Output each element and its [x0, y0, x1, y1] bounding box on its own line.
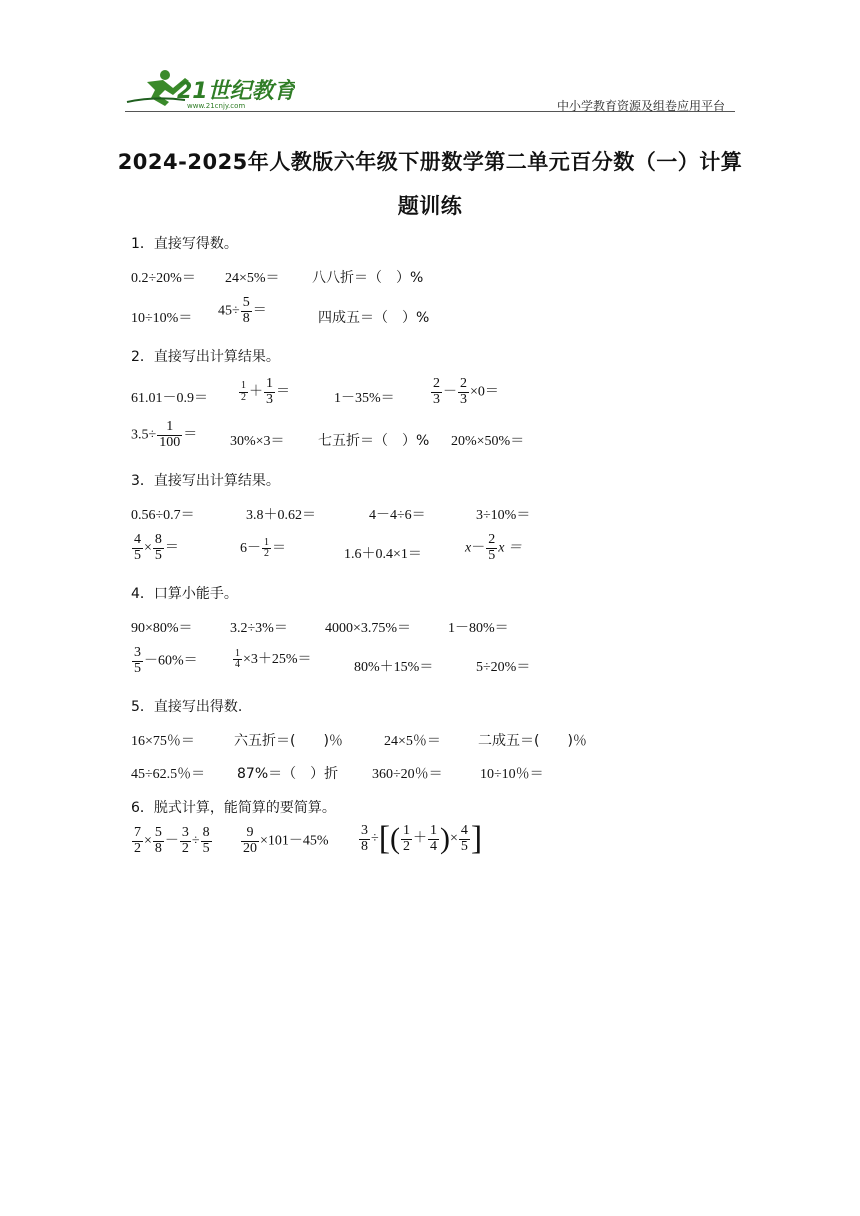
q1-item-6: 四成五＝（ ）%	[318, 310, 430, 326]
q5-item-7: 360÷20％＝	[372, 767, 443, 782]
q3-item-3: 4－4÷6＝	[369, 508, 426, 523]
logo-text: 21世纪教育	[177, 79, 295, 104]
question-2-label: 2．直接写出计算结果。	[131, 349, 280, 365]
page-title-line2: 题训练	[397, 194, 463, 218]
q5-item-8: 10÷10％＝	[480, 767, 544, 782]
q2-item-4: $\frac{2}{3}$ － $\frac{2}{3}$ ×0＝	[433, 376, 499, 407]
q3-item-1: 0.56÷0.7＝	[131, 508, 195, 523]
q3-item-7: 1.6＋0.4×1＝	[344, 547, 422, 562]
question-5-label: 5．直接写出得数.	[131, 699, 243, 715]
question-6-label: 6．脱式计算，能简算的要简算。	[131, 800, 336, 816]
site-logo	[125, 68, 295, 110]
q6-item-2: $\frac{9}{20}$ ×101－45%	[243, 825, 329, 856]
q2-item-7: 七五折＝（ ）%	[318, 433, 430, 449]
q2-item-6: 30%×3＝	[230, 434, 285, 449]
question-3-label: 3．直接写出计算结果。	[131, 473, 280, 489]
platform-text: 中小学教育资源及组卷应用平台	[556, 99, 725, 113]
q4-item-4: 1－80%＝	[448, 621, 509, 636]
q2-item-1: 61.01－0.9＝	[131, 391, 208, 406]
q3-item-2: 3.8＋0.62＝	[246, 508, 316, 523]
q1-item-4: 10÷10%＝	[131, 311, 193, 326]
q3-item-6: 6－ $\frac{1}{2}$ ＝	[240, 536, 286, 560]
q3-item-8: x－ $\frac{2}{5}$ x ＝	[465, 532, 522, 563]
q4-item-8: 5÷20%＝	[476, 660, 531, 675]
q2-item-5: 3.5÷ $\frac{1}{100}$ ＝	[131, 419, 198, 450]
q4-item-1: 90×80%＝	[131, 621, 193, 636]
q5-item-2: 六五折＝( )％	[234, 733, 343, 749]
q6-item-1: $\frac{7}{2}$ × $\frac{5}{8}$ － $\frac{3}{2}$ ÷ $\frac{8}{5}$	[134, 825, 210, 856]
header-rule	[125, 111, 735, 112]
q6-item-3: $\frac{3}{8}$ ÷[( $\frac{1}{2}$ ＋ $\frac{1}{4}$ )× $\frac{4}{5}$ ]	[361, 820, 483, 857]
q3-item-4: 3÷10%＝	[476, 508, 531, 523]
q5-item-1: 16×75％＝	[131, 734, 195, 749]
question-4-label: 4．口算小能手。	[131, 586, 238, 602]
q4-item-3: 4000×3.75%＝	[325, 621, 412, 636]
q1-item-2: 24×5%＝	[225, 271, 280, 286]
q4-item-2: 3.2÷3%＝	[230, 621, 288, 636]
q5-item-3: 24×5％＝	[384, 734, 441, 749]
q2-item-8: 20%×50%＝	[451, 434, 525, 449]
q5-item-5: 45÷62.5％＝	[131, 767, 206, 782]
q2-item-2: $\frac{1}{2}$ ＋ $\frac{1}{3}$ ＝	[241, 376, 290, 407]
q1-item-3: 八八折＝（ ）%	[312, 270, 424, 286]
q4-item-5: $\frac{3}{5}$ －60%＝	[134, 645, 198, 676]
q1-item-5: 45÷ $\frac{5}{8}$ ＝	[218, 295, 267, 326]
q3-item-5: $\frac{4}{5}$ × $\frac{8}{5}$ ＝	[134, 532, 179, 563]
question-1-label: 1．直接写得数。	[131, 236, 238, 252]
q5-item-4: 二成五＝( )％	[478, 733, 587, 749]
q4-item-6: $\frac{1}{4}$ ×3＋25%＝	[235, 647, 312, 671]
page-title-line1: 2024-2025年人教版六年级下册数学第二单元百分数（一）计算	[117, 150, 743, 174]
q4-item-7: 80%＋15%＝	[354, 660, 434, 675]
q5-item-6: 87%＝（ ）折	[237, 766, 339, 782]
logo-url: www.21cnjy.com	[187, 102, 246, 110]
q2-item-3: 1－35%＝	[334, 391, 395, 406]
q1-item-1: 0.2÷20%＝	[131, 271, 196, 286]
